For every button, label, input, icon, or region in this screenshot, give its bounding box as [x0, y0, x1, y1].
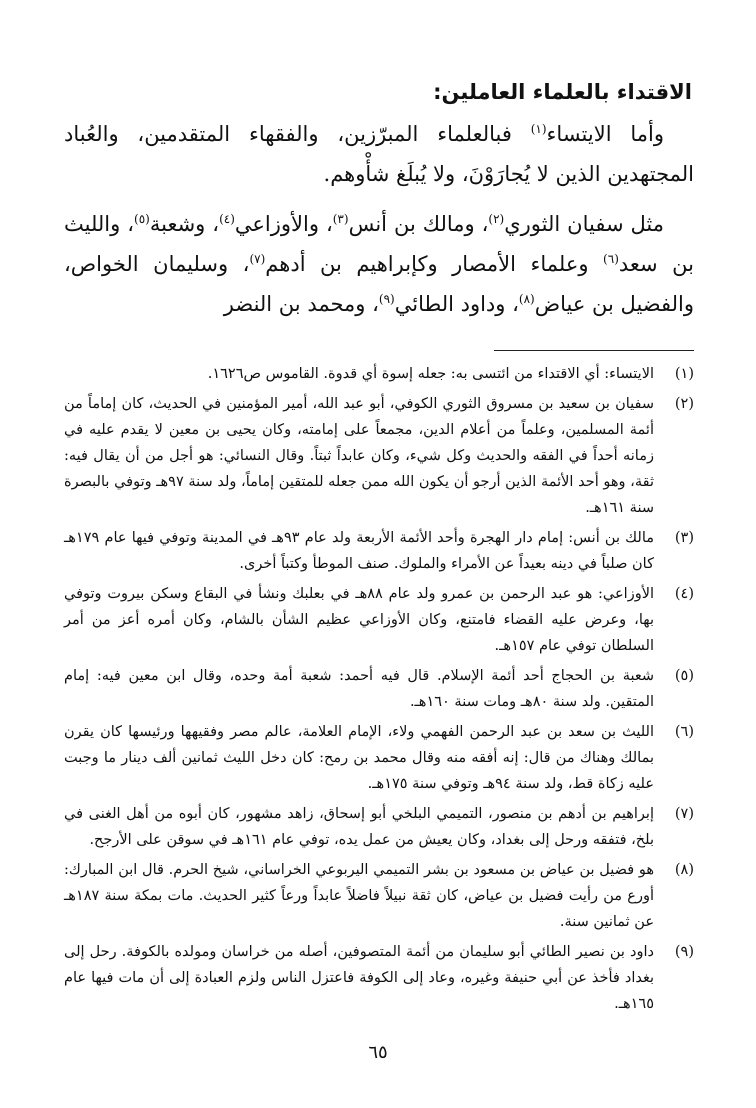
footnote-number: (٨) [674, 862, 694, 878]
footnote-text: الأوزاعي: هو عبد الرحمن بن عمرو ولد عام ٨٨هـ في بعلبك ونشأ في البقاع وسكن بيروت وتوفي بها، وعرض عليه القضاء فامتنع، وكان الأوزاعي عظيم الشأن بالشام، وكان أمره أعز من أمر السلطان توفي عام ١٥٧هـ. [64, 586, 655, 654]
footnote-text: شعبة بن الحجاج أحد أئمة الإسلام. قال فيه أحمد: شعبة أمة وحده، وقال ابن معين فيه: إمام المتقين. ولد سنة ٨٠هـ ومات سنة ١٦٠هـ. [64, 668, 654, 710]
footnote-number: (٣) [674, 530, 694, 546]
footnote-text: هو فضيل بن عياض بن مسعود بن بشر التميمي اليربوعي الخراساني، شيخ الحرم. قال ابن المبارك: أورع من رأيت فضيل بن عياض، كان ثقة نبيلاً فاضلاً عابداً ورعاً كثير الحديث. مات بمكة سنة ١٨٧هـ عن ثمانين سنة. [64, 862, 654, 930]
paragraph-2 [64, 204, 694, 324]
footnote-number: (١) [674, 366, 694, 382]
footnote-7 [64, 801, 694, 853]
paragraph-text: ، وداود الطائي [394, 292, 519, 316]
footnote-ref-6: (٦) [603, 252, 619, 266]
footnote-6 [64, 719, 694, 797]
footnote-ref-2: (٢) [488, 212, 505, 226]
footnote-3 [64, 525, 694, 577]
footnote-ref-5: (٥) [134, 212, 150, 226]
footnote-ref-4: (٤) [219, 212, 235, 226]
paragraph-text: وعلماء الأمصار وكإبراهيم بن أدهم [265, 252, 604, 276]
page-body [64, 74, 694, 1021]
footnote-9 [64, 939, 694, 1017]
footnote-number: (٥) [674, 668, 694, 684]
footnote-separator [494, 350, 694, 351]
footnote-text: سفيان بن سعيد بن مسروق الثوري الكوفي، أبو عبد الله، أمير المؤمنين في الحديث، كان إماماً من أئمة المسلمين، وعلماً من أعلام الدين، مجمعاً على إمامته، وكان يحيى بن معين لا يقدم عليه في زمانه أحداً في الفقه والحديث وكل شيء، وكان عابداً ثبتاً. وقال النسائي: هو أجل من أن يقال فيه: ثقة، وهو أحد الأئمة الذين أرجو أن يكون الله ممن جعله للمتقين إماماً، ولد سنة ٩٧هـ وتوفي بالبصرة سنة ١٦١هـ. [64, 396, 654, 516]
footnote-text: إبراهيم بن أدهم بن منصور، التميمي البلخي أبو إسحاق، زاهد مشهور، كان أبوه من أهل الغنى في بلخ، فتفقه ورحل إلى بغداد، وكان يعيش من عمل يده، توفي عام ١٦١هـ في سوقن على الأرجح. [64, 806, 654, 848]
footnote-text: داود بن نصير الطائي أبو سليمان من أئمة المتصوفين، أصله من خراسان ومولده بالكوفة. رحل إلى بغداد فأخذ عن أبي حنيفة وغيره، وعاد إلى الكوفة فاعتزل الناس ولزم العبادة إلى أن مات فيها عام ١٦٥هـ. [64, 944, 654, 1012]
footnote-4 [64, 581, 694, 659]
footnote-ref-1: (١) [530, 122, 547, 136]
paragraph-text: ، والليث بن سعد [64, 212, 694, 276]
paragraph-text: ، ومحمد بن النضر [223, 292, 379, 316]
footnote-number: (٢) [674, 396, 694, 412]
paragraph-text: ، وسليمان الخواص، والفضيل بن عياض [64, 252, 694, 316]
footnote-1 [64, 361, 694, 387]
footnote-2 [64, 391, 694, 521]
footnote-number: (٤) [674, 586, 694, 602]
footnote-ref-9: (٩) [378, 292, 395, 306]
paragraph-text: وأما الايتساء [546, 122, 664, 146]
paragraph-text: ، وشعبة [149, 212, 220, 236]
footnote-text: مالك بن أنس: إمام دار الهجرة وأحد الأئمة الأربعة ولد عام ٩٣هـ في المدينة وتوفي فيها عام ١٧٩هـ كان صلباً في دينه بعيداً عن الأمراء والملوك. صنف الموطأ وكتباً أخرى. [64, 530, 655, 572]
section-heading: الاقتداء بالعلماء العاملين: [433, 80, 692, 104]
paragraph-text: ، ومالك بن أنس [348, 212, 489, 236]
footnote-ref-3: (٣) [332, 212, 349, 226]
footnote-number: (٦) [674, 724, 694, 740]
paragraph-text: مثل سفيان الثوري [504, 212, 664, 236]
paragraph-text: ، والأوزاعي [234, 212, 333, 236]
footnote-ref-7: (٧) [249, 252, 266, 266]
footnote-text: الليث بن سعد بن عبد الرحمن الفهمي ولاء، الإمام العلامة، عالم مصر وفقيهها ورئيسها كان يقرن بمالك وهناك من قال: إنه أفقه منه وقال محمد بن رمح: كان دخل الليث ثمانين ألف دينار ما وجبت عليه زكاة قط، ولد سنة ٩٤هـ وتوفي سنة ١٧٥هـ. [64, 724, 654, 792]
page-number: ٦٥ [368, 1042, 388, 1063]
footnote-5 [64, 663, 694, 715]
paragraph-1 [64, 114, 694, 194]
paragraph-text: فبالعلماء المبرّزين، والفقهاء المتقدمين، والعُباد المجتهدين الذين لا يُجارَوْنَ، ولا يُبلَغ شأْوهم. [64, 122, 694, 186]
footnotes-list [64, 361, 694, 1017]
footnote-8 [64, 857, 694, 935]
footnote-number: (٧) [674, 806, 694, 822]
footnote-ref-8: (٨) [518, 292, 535, 306]
footnote-number: (٩) [674, 944, 694, 960]
footnote-text: الايتساء: أي الاقتداء من ائتسى به: جعله إسوة أي قدوة. القاموس ص١٦٢٦. [207, 366, 654, 382]
